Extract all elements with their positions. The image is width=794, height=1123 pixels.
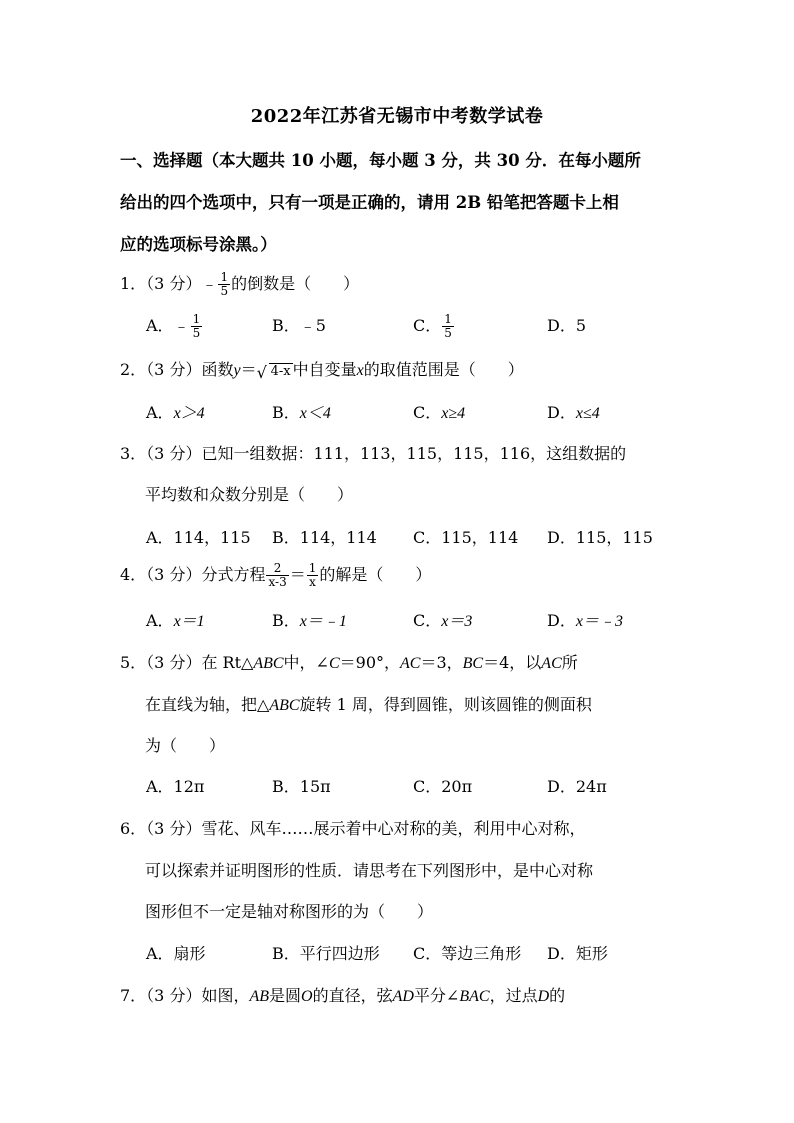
option-c: C．等边三角形 <box>413 944 522 963</box>
fraction: $\frac{2}{x-3}$ <box>268 561 287 589</box>
question-3-line-1: 3．（3 分）已知一组数据：111，113，115，115，116，这组数据的 <box>120 444 627 463</box>
square-root: √ 4-x <box>256 363 291 382</box>
option-a: A．扇形 <box>146 944 206 963</box>
fraction: $\frac{1}{5}$ <box>220 270 229 298</box>
option-d: D．x≤4 <box>547 403 600 422</box>
question-1: 1．（3 分）﹣ $\frac{1}{5}$ 的倒数是（ ） <box>120 270 360 298</box>
fraction: $\frac{1}{5}$ <box>192 312 201 340</box>
option-c: C．115，114 <box>413 528 519 547</box>
option-d: D．矩形 <box>547 944 608 963</box>
section-heading-line-2: 给出的四个选项中，只有一项是正确的，请用 2B 铅笔把答题卡上相 <box>120 193 619 212</box>
option-c: C．x≥4 <box>413 403 466 422</box>
option-b: B．114，114 <box>272 528 377 547</box>
question-5-line-3: 为（ ） <box>145 736 226 755</box>
option-a: A．114，115 <box>146 528 251 547</box>
option-c: C．20π <box>413 777 473 796</box>
fraction: $\frac{1}{x}$ <box>308 561 317 589</box>
question-5-line-2: 在直线为轴，把△ABC旋转 1 周，得到圆锥，则该圆锥的侧面积 <box>145 695 592 714</box>
option-d: D．24π <box>547 777 607 796</box>
option-b: B．15π <box>272 777 331 796</box>
option-a: A．x＞4 <box>146 403 205 422</box>
option-d: D．5 <box>547 316 587 335</box>
question-6-line-1: 6．（3 分）雪花、风车……展示着中心对称的美，利用中心对称， <box>120 819 586 838</box>
question-2: 2．（3 分）函数y＝ √ 4-x 中自变量x的取值范围是（ ） <box>120 360 524 382</box>
question-3-line-2: 平均数和众数分别是（ ） <box>145 485 354 504</box>
section-heading-line-3: 应的选项标号涂黑。） <box>120 235 277 254</box>
option-c: C．x＝3 <box>413 611 473 630</box>
section-heading-line-1: 一、选择题（本大题共 10 小题，每小题 3 分，共 30 分．在每小题所 <box>120 151 641 170</box>
question-4: 4．（3 分）分式方程 $\frac{2}{x-3}$ ＝ $\frac{1}{x}$ 的解是（ ） <box>120 561 432 589</box>
page-title: 2022年江苏省无锡市中考数学试卷 <box>250 106 544 127</box>
question-5-line-1: 5．（3 分）在 Rt△ABC中，∠C＝90°，AC＝3，BC＝4，以AC所 <box>120 653 578 672</box>
question-6-line-2: 可以探索并证明图形的性质．请思考在下列图形中，是中心对称 <box>145 861 594 880</box>
fraction: $\frac{1}{5}$ <box>444 312 452 340</box>
question-6-line-3: 图形但不一定是轴对称图形的为（ ） <box>145 902 434 921</box>
option-b: B．x＝﹣1 <box>272 611 347 630</box>
option-a: A．12π <box>146 777 205 796</box>
option-d: D．115，115 <box>547 528 653 547</box>
option-c: C． $\frac{1}{5}$ <box>413 312 452 340</box>
option-d: D．x＝﹣3 <box>547 611 623 630</box>
option-a: A．﹣ $\frac{1}{5}$ <box>146 312 201 340</box>
option-b: B．平行四边形 <box>272 944 380 963</box>
option-b: B．x＜4 <box>272 403 331 422</box>
option-a: A．x＝1 <box>146 611 205 630</box>
option-b: B．﹣5 <box>272 316 326 335</box>
question-7-line-1: 7．（3 分）如图，AB是圆O的直径，弦AD平分∠BAC，过点D的 <box>120 986 566 1005</box>
